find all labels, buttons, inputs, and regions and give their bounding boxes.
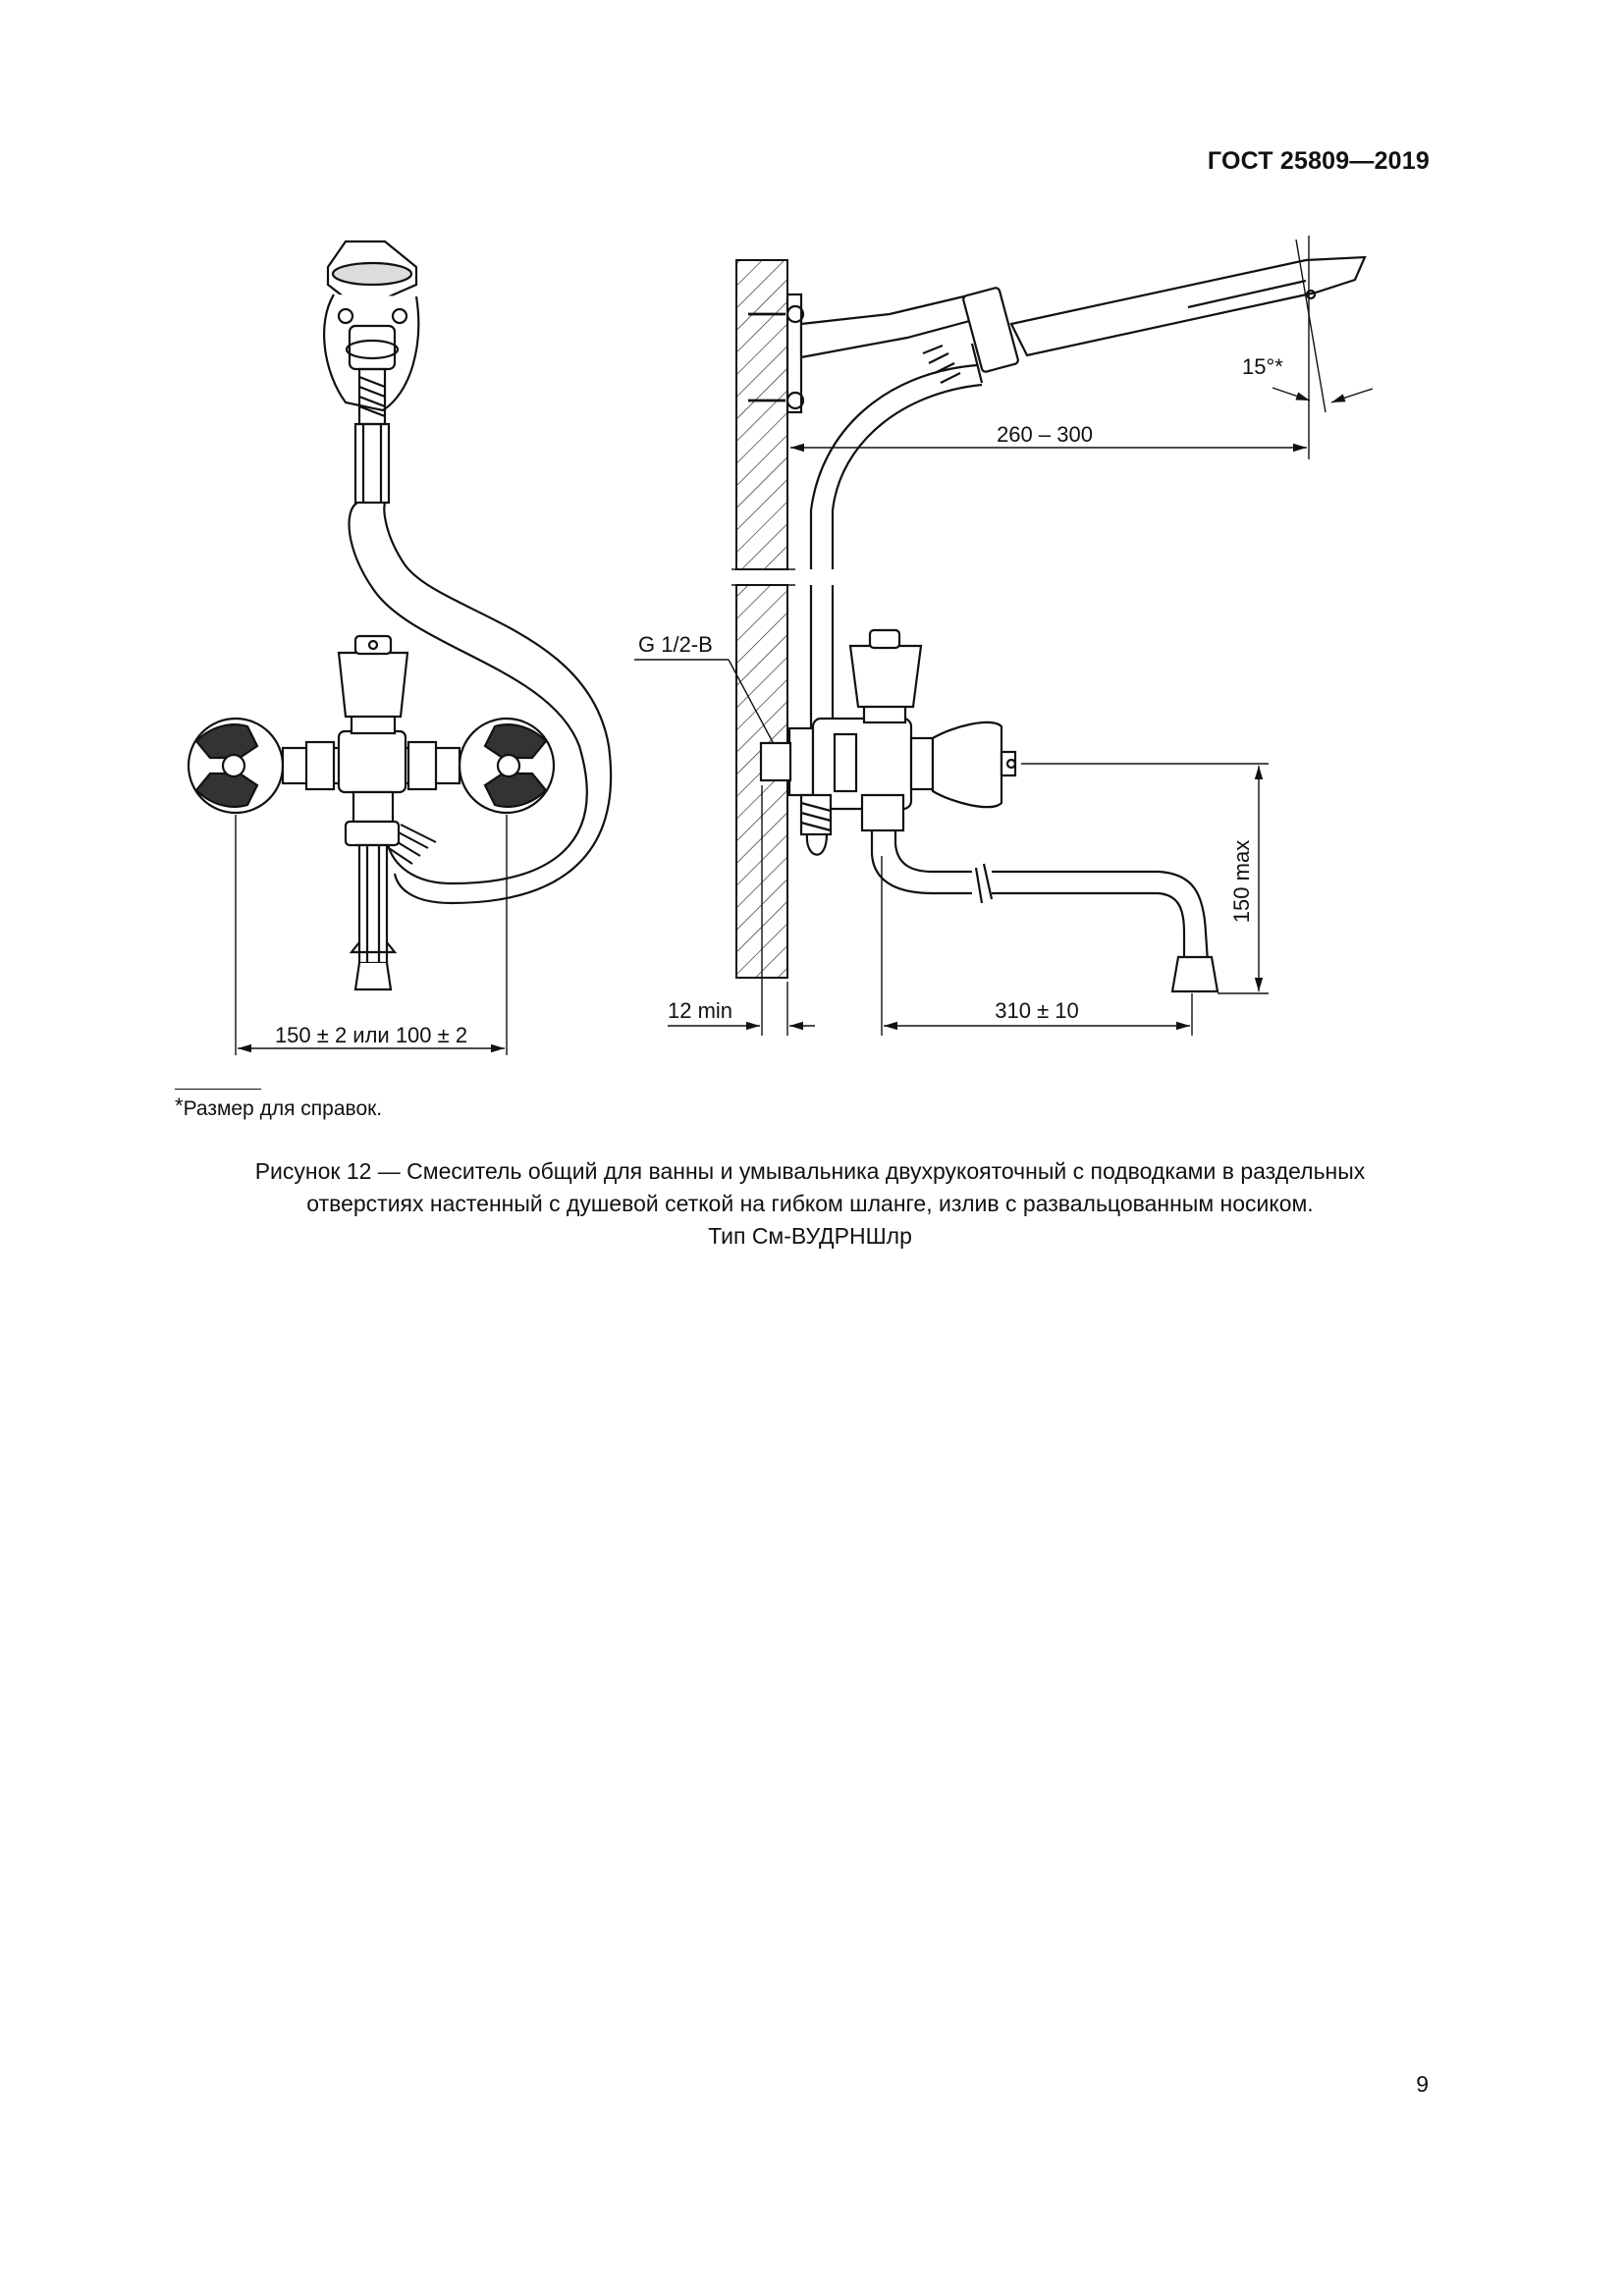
left-handle bbox=[189, 719, 283, 813]
footnote bbox=[175, 1094, 382, 1121]
standard-code: ГОСТ 25809—2019 bbox=[1207, 147, 1430, 175]
caption-line-3: Тип См-ВУДРНШлр bbox=[708, 1223, 912, 1249]
right-handle bbox=[460, 719, 554, 813]
footnote-text: Размер для справок. bbox=[183, 1097, 383, 1120]
wall-gap-label: 12 min bbox=[668, 998, 733, 1023]
top-valve bbox=[339, 636, 407, 733]
shower-angle-label: 15°* bbox=[1242, 354, 1283, 379]
wall bbox=[731, 260, 795, 978]
caption-line-1: Рисунок 12 — Смеситель общий для ванны и умывальника двухрукояточный с подводками в раздельных bbox=[254, 1158, 1366, 1184]
shower-reach-label: 260 – 300 bbox=[997, 422, 1093, 447]
handle-spacing-label: 150 ± 2 или 100 ± 2 bbox=[274, 1023, 468, 1047]
page-number: 9 bbox=[1416, 2071, 1429, 2097]
thread-label: G 1/2-B bbox=[638, 632, 713, 657]
front-view bbox=[189, 241, 611, 989]
footnote-marker: * bbox=[175, 1094, 184, 1118]
figure-caption bbox=[118, 1155, 1502, 1253]
footnote-divider bbox=[175, 1089, 261, 1090]
caption-line-2: отверстиях настенный с душевой сеткой на гибком шланге, излив с развальцованным носиком. bbox=[306, 1191, 1314, 1216]
spout-height-label: 150 max bbox=[1229, 839, 1254, 924]
shower-head bbox=[324, 241, 418, 503]
technical-drawing bbox=[0, 0, 1624, 1080]
spout-reach-label: 310 ± 10 bbox=[995, 998, 1079, 1023]
